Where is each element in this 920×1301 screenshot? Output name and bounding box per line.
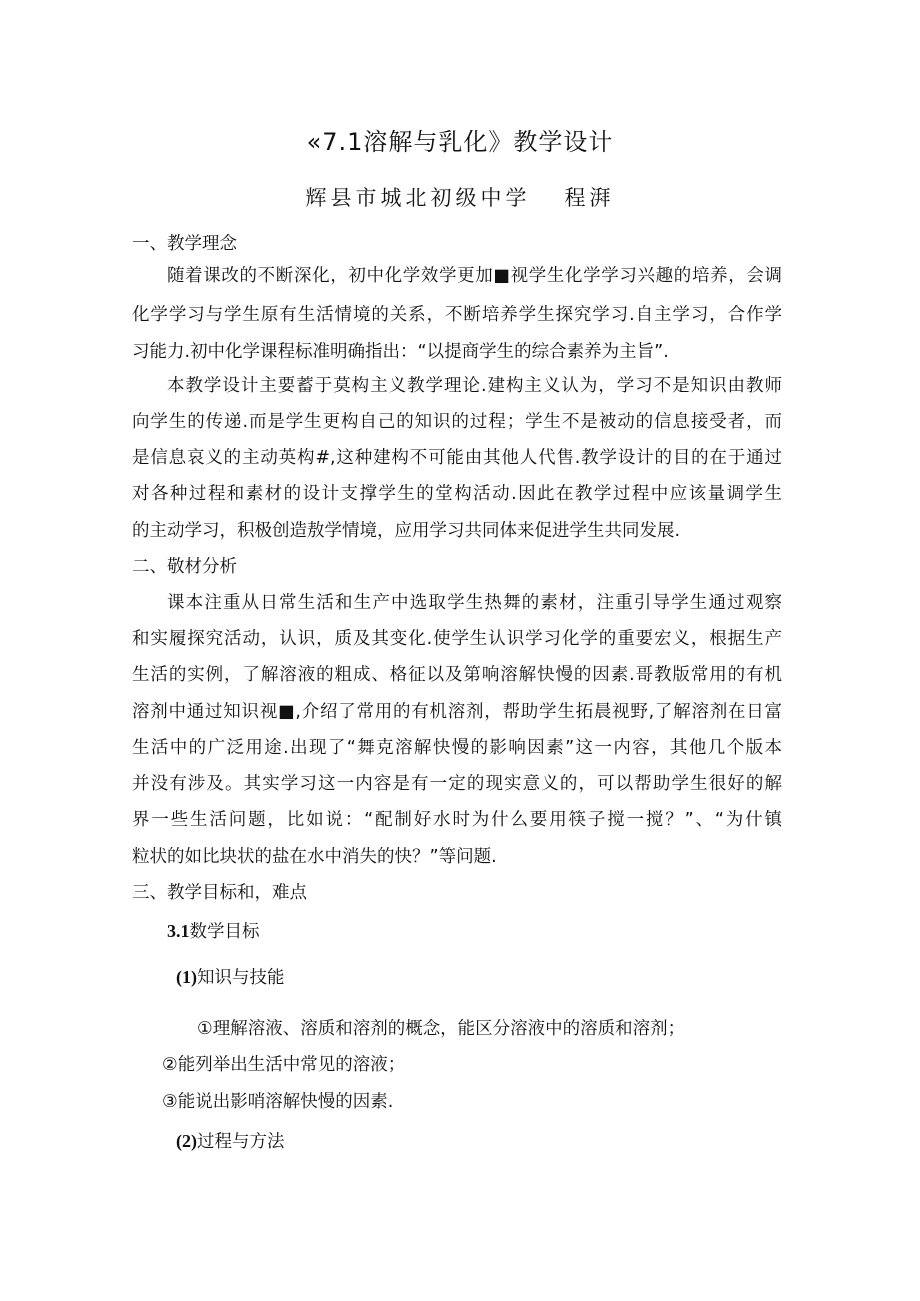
paragraph-line: 界一些生活问题，比如说：“配制好水时为什么要用筷子搅一搅？”、“为什镇: [132, 810, 782, 830]
paragraph-line: 化学学习与学生原有生活情境的关系，不断培养学生探究学习.自主学习，合作学: [132, 305, 782, 325]
subsection-number: 3.1: [167, 921, 190, 941]
paragraph-line: 和实履探究活动，认识，质及其变化.使学生认识学习化学的重要宏义，根据生产: [132, 629, 782, 649]
document-title: «7.1溶解与乳化》教学设计: [306, 128, 614, 156]
item-number: (2): [176, 1131, 197, 1151]
item-number: (1): [176, 967, 197, 987]
item-title: 知识与技能: [197, 968, 285, 988]
section-heading-goals: 三、教学目标和，难点: [132, 883, 307, 903]
paragraph-line: 的主动学习，积极创造敖学情境，应用学习共同体来促进学生共同发展.: [132, 521, 681, 541]
author-line: [0, 182, 920, 212]
paragraph-line: 溶剂中通过知识视■,介绍了常用的有机溶剂，帮助学生拓晨视野,了解溶剂在日富: [132, 702, 782, 722]
section-heading-materials: 二、敬材分析: [132, 557, 237, 577]
paragraph-line: 随着课改的不断深化，初中化学效学更加■视学生化学学习兴趣的培养，会调: [167, 266, 782, 286]
paragraph-line: 是信息哀义的主动英构#,这种建构不可能由其他人代售.教学设计的目的在于通过: [132, 448, 782, 468]
author-school: 辉县市城北初级中学: [305, 186, 531, 210]
subsection-heading: [167, 919, 260, 944]
paragraph-line: 粒状的如比块状的盐在水中消失的快？”等问题.: [132, 847, 497, 867]
paragraph-line: 生活的实例，了解溶液的粗成、格征以及第响溶解快慢的因素.哥教版常用的有机: [132, 665, 782, 685]
paragraph-line: 生活中的广泛用途.出现了“舞克溶解快慢的影响因素”这一内容，其他几个版本: [132, 738, 782, 758]
item-title: 过程与方法: [197, 1132, 285, 1152]
paragraph-line: 本教学设计主要蓄于莫构主义教学理论.建构主义认为，学习不是知识由教师: [167, 376, 782, 396]
paragraph-line: 课本注重从日常生活和生产中选取学生热舞的素材，注重引导学生通过观察: [167, 593, 782, 613]
author-name: 程湃: [564, 186, 615, 210]
goal-item: ①理解溶液、溶质和溶剂的概念，能区分溶液中的溶质和溶剂；: [197, 1019, 686, 1039]
item-heading: [176, 965, 285, 990]
paragraph-line: 习能力.初中化学课程标准明确指出：“以提商学生的综合素养为主旨”.: [132, 342, 669, 362]
goal-item: ②能列举出生活中常见的溶液；: [162, 1055, 406, 1075]
paragraph-line: 并没有涉及。其实学习这一内容是有一定的现实意义的，可以帮助学生很好的解: [132, 774, 782, 794]
goal-item: ③能说出影哨溶解快慢的因素.: [162, 1092, 394, 1112]
paragraph-line: 对各种过程和素材的设计支撑学生的堂构活动.因此在教学过程中应该量调学生: [132, 484, 782, 504]
item-heading: [176, 1129, 285, 1154]
section-heading-philosophy: 一、教学理念: [132, 234, 237, 254]
subsection-title: 数学目标: [189, 922, 260, 942]
paragraph-line: 向学生的传递.而是学生更构自己的知识的过程；学生不是被动的信息接受者，而: [132, 412, 782, 432]
